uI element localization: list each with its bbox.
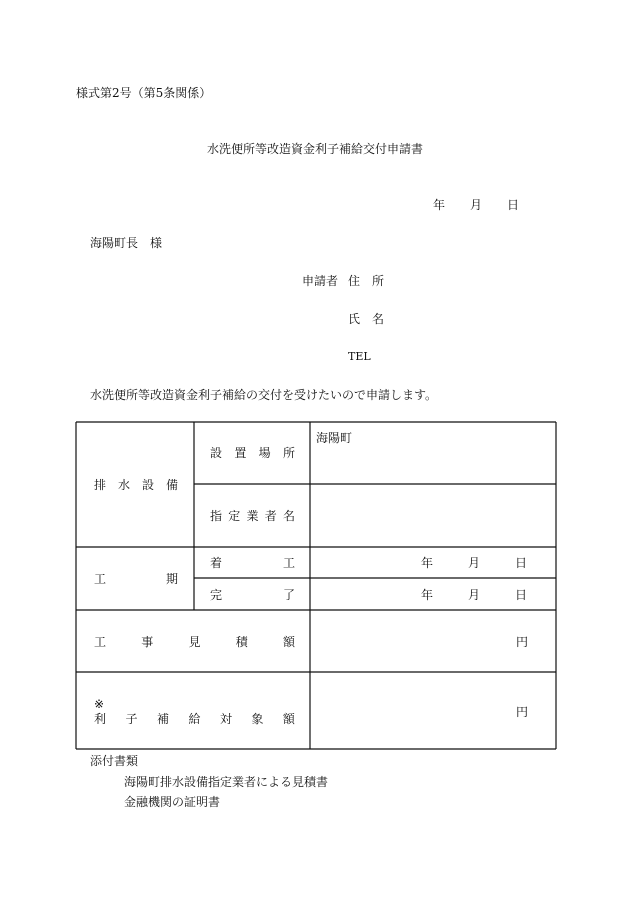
attachments-heading: 添付書類 — [90, 754, 139, 768]
designated-contractor-label: 指 定 業 者 名 — [210, 509, 295, 523]
start-label: 着 工 — [210, 556, 295, 570]
applicant-tel-label: TEL — [348, 350, 371, 363]
applicant-role: 申請者 — [302, 274, 339, 288]
end-year-label: 年 — [421, 588, 434, 602]
estimate-unit: 円 — [516, 635, 529, 649]
application-statement: 水洗便所等改造資金利子補給の交付を受けたいので申請します。 — [90, 388, 438, 402]
start-month-label: 月 — [468, 556, 481, 570]
document-title: 水洗便所等改造資金利子補給交付申請書 — [207, 142, 424, 156]
construction-estimate-label: 工 事 見 積 額 — [94, 635, 295, 649]
subsidy-unit: 円 — [516, 705, 529, 719]
date-year-label: 年 — [433, 198, 446, 212]
interest-subsidy-label: 利 子 補 給 対 象 額 — [94, 712, 295, 726]
drainage-equipment-label: 排 水 設 備 — [94, 478, 178, 492]
completion-label: 完 了 — [210, 588, 295, 602]
attachment-item: 金融機関の証明書 — [124, 795, 221, 809]
applicant-address-label: 住 所 — [348, 274, 385, 288]
installation-site-label: 設 置 場 所 — [210, 446, 295, 460]
date-month-label: 月 — [470, 198, 483, 212]
form-number: 様式第2号（第5条関係） — [76, 86, 212, 100]
date-day-label: 日 — [507, 198, 520, 212]
installation-site-value: 海陽町 — [316, 431, 353, 445]
addressee: 海陽町長 様 — [90, 236, 163, 250]
end-day-label: 日 — [515, 588, 528, 602]
note-mark: ※ — [94, 697, 105, 711]
start-day-label: 日 — [515, 556, 528, 570]
end-month-label: 月 — [468, 588, 481, 602]
construction-period-label: 工 期 — [94, 572, 178, 586]
applicant-name-label: 氏 名 — [348, 312, 385, 326]
start-year-label: 年 — [421, 556, 434, 570]
attachment-item: 海陽町排水設備指定業者による見積書 — [124, 775, 329, 789]
